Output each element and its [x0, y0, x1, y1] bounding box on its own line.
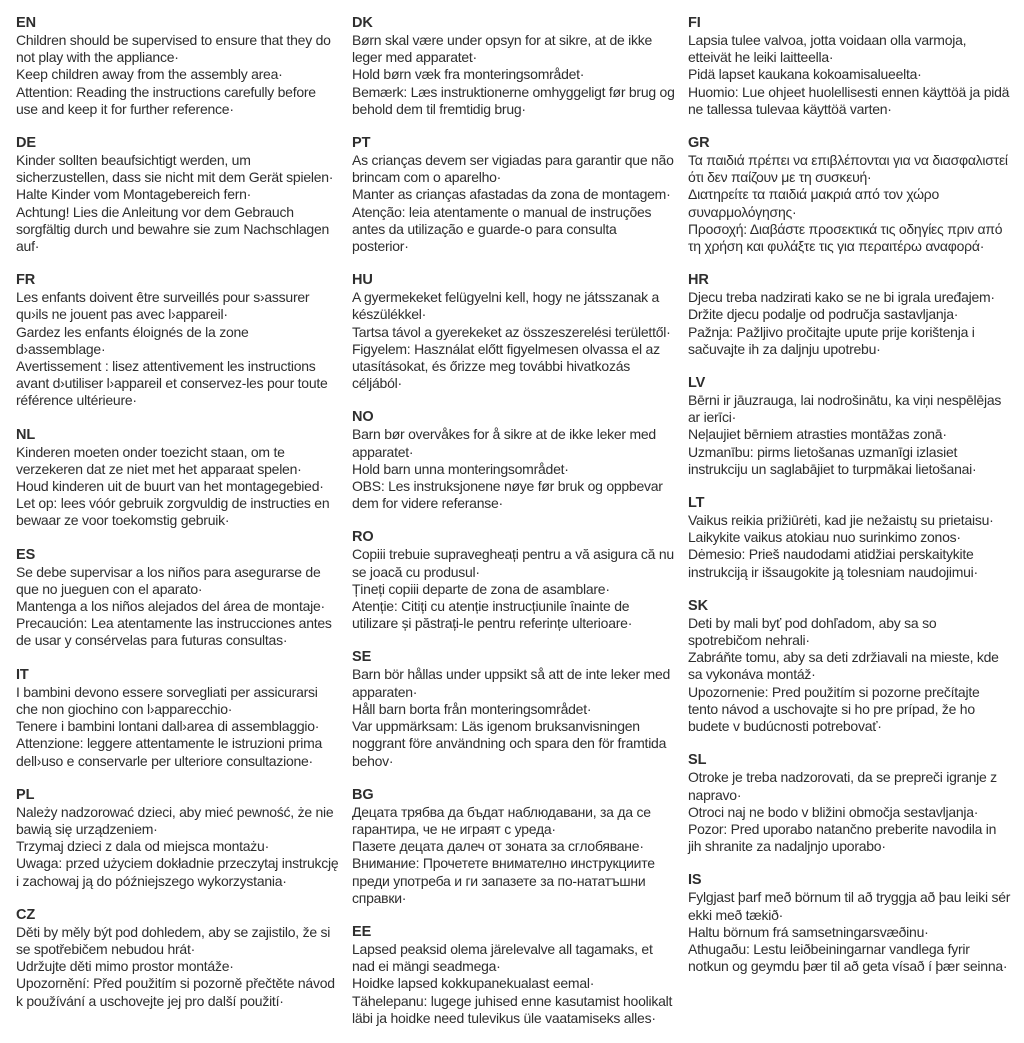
language-code-heading: RO — [352, 529, 374, 546]
instruction-sentence: A gyermekeket felügyelni kell, hogy ne játsszanak a készülékkel· — [352, 289, 660, 323]
instruction-sentence: Huomio: Lue ohjeet huolellisesti ennen käyttöä ja pidä ne tallessa tulevaa käyttöä varten· — [688, 83, 1010, 117]
language-code-heading: SL — [688, 752, 707, 769]
instruction-sentence: Προσοχή: Διαβάστε προσεκτικά τις οδηγίες πριν από τη χρήση και φυλάξτε τις για περαιτέρω αναφορά· — [688, 220, 1003, 255]
language-section — [352, 528, 676, 632]
language-section — [352, 134, 676, 255]
instruction-sentence: I bambini devono essere sorvegliati per assicurarsi che non giochino con l›apparecchio· — [16, 683, 318, 717]
language-section — [688, 597, 1012, 735]
language-section — [16, 786, 340, 890]
language-code-heading: SE — [352, 649, 372, 666]
instruction-sentence: Laikykite vaikus atokiau nuo surinkimo zonos· — [688, 529, 961, 546]
language-code-heading: GR — [688, 135, 710, 152]
language-section — [352, 408, 676, 512]
instruction-sentence: Athugaðu: Lestu leiðbeiningarnar vandlega fyrir notkun og geymdu þær til að geta vísað í þær seinna· — [688, 940, 1008, 975]
language-section — [688, 14, 1012, 118]
language-code-heading: EN — [16, 15, 36, 31]
instruction-sentence: Țineți copiii departe de zona de asamblare· — [352, 580, 610, 597]
instruction-sentence: Håll barn borta från monteringsområdet· — [352, 700, 592, 717]
language-section — [352, 271, 676, 392]
instruction-sentence: Attenzione: leggere attentamente le istruzioni prima dell›uso e conservarle per ulteriore consultazione· — [16, 735, 323, 769]
language-code-heading: PT — [352, 135, 371, 152]
language-code-heading: EE — [352, 923, 372, 940]
instruction-sentence: Пазете децата далеч от зоната за сглобяване· — [352, 838, 644, 855]
instruction-sentence: Se debe supervisar a los niños para asegurarse de que no jueguen con el aparato· — [16, 563, 321, 597]
instruction-sentence: Copiii trebuie supravegheați pentru a vă asigura că nu se joacă cu produsul· — [352, 546, 674, 580]
language-section — [16, 271, 340, 409]
instruction-sentence: Należy nadzorować dzieci, aby mieć pewność, że nie bawią się urządzeniem· — [16, 803, 334, 837]
language-section — [352, 786, 676, 907]
language-code-heading: NL — [16, 426, 36, 443]
language-code-heading: BG — [352, 786, 374, 803]
instruction-sentence: Avertissement : lisez attentivement les instructions avant d›utiliser l›appareil et conservez-les pour toute référence ultérieure· — [16, 358, 328, 409]
instruction-sentence: Atenção: leia atentamente o manual de instruções antes da utilização e guarde-o para consulta posterior· — [352, 203, 652, 255]
instruction-sentence: Pažnja: Pažljivo pročitajte upute prije korištenja i sačuvajte ih za daljnju upotrebu· — [688, 323, 975, 357]
document-column — [16, 14, 340, 1043]
instruction-sentence: Uwaga: przed użyciem dokładnie przeczytaj instrukcję i zachowaj ją do późniejszego wykorzystania· — [16, 855, 339, 889]
instruction-sentence: Διατηρείτε τα παιδιά μακριά από τον χώρο συναρμολόγησης· — [688, 186, 940, 220]
instruction-sentence: Haltu börnum frá samsetningarsvæðinu· — [688, 923, 929, 940]
language-code-heading: DE — [16, 135, 36, 152]
document-column — [352, 14, 676, 1043]
instruction-sentence: Uzmanību: pirms lietošanas uzmanīgi izlasiet instrukciju un saglabājiet to turpmākai lietošanai· — [688, 443, 977, 477]
language-code-heading: SK — [688, 597, 708, 614]
instruction-sentence: Děti by měly být pod dohledem, aby se zajistilo, že si se spotřebičem nebudou hrát· — [16, 923, 331, 957]
instruction-sentence: Децата трябва да бъдат наблюдавани, за да се гарантира, че не играят с уреда· — [352, 803, 651, 837]
instruction-sentence: Achtung! Lies die Anleitung vor dem Gebrauch sorgfältig durch und bewahre sie zum Nachschlagen auf· — [16, 203, 330, 255]
language-section — [16, 546, 340, 650]
language-code-heading: HU — [352, 272, 373, 289]
instruction-sentence: Les enfants doivent être surveillés pour s›assurer qu›ils ne jouent pas avec l›appareil· — [16, 289, 310, 323]
instruction-sentence: Hold børn væk fra monteringsområdet· — [352, 66, 585, 83]
language-code-heading: LT — [688, 495, 705, 512]
instruction-sentence: Fylgjast þarf með börnum til að tryggja að þau leiki sér ekki með tækið· — [688, 889, 1011, 923]
language-code-heading: DK — [352, 15, 373, 31]
language-code-heading: PL — [16, 786, 35, 803]
instruction-sentence: Τα παιδιά πρέπει να επιβλέπονται για να διασφαλιστεί ότι δεν παίζουν με τη συσκευή· — [688, 152, 1008, 186]
document-column — [688, 14, 1012, 1043]
language-section — [352, 648, 676, 769]
language-section — [688, 134, 1012, 255]
instruction-sentence: Lapsed peaksid olema järelevalve all tagamaks, et nad ei mängi seadmega· — [352, 940, 653, 975]
instruction-sentence: Внимание: Прочетете внимателно инструкциите преди употреба и ги запазете за по-нататъшни справки· — [352, 855, 655, 906]
instruction-sentence: Keep children away from the assembly area· — [16, 66, 283, 83]
instruction-sentence: Upozornění: Před použitím si pozorně přečtěte návod k používání a uschovejte jej pro další použití· — [16, 975, 335, 1009]
instruction-sentence: Børn skal være under opsyn for at sikre, at de ikke leger med apparatet· — [352, 32, 653, 66]
language-section — [16, 666, 340, 770]
language-columns — [16, 14, 1010, 1043]
instruction-sentence: Otroci naj ne bodo v bližini območja sestavljanja· — [688, 803, 979, 820]
instruction-sentence: Upozornenie: Pred použitím si pozorne prečítajte tento návod a uschovajte si ho pre prípad, že ho budete v budúcnosti potrebovať· — [688, 683, 980, 735]
language-section — [16, 14, 340, 118]
language-section — [688, 494, 1012, 581]
language-section — [688, 271, 1012, 358]
instruction-sentence: Gardez les enfants éloignés de la zone d›assemblage· — [16, 323, 249, 357]
language-section — [688, 751, 1012, 855]
instruction-sentence: Hoidke lapsed kokkupanekualast eemal· — [352, 975, 595, 992]
instruction-sentence: Trzymaj dzieci z dala od miejsca montażu· — [16, 838, 269, 855]
instruction-sentence: Kinder sollten beaufsichtigt werden, um sicherzustellen, dass sie nicht mit dem Gerät spielen· — [16, 152, 334, 186]
language-code-heading: IS — [688, 872, 702, 889]
instruction-sentence: Bemærk: Læs instruktionerne omhyggeligt før brug og behold dem til fremtidig brug· — [352, 83, 675, 117]
instruction-sentence: Držite djecu podalje od područja sastavljanja· — [688, 306, 959, 323]
instruction-sentence: Lapsia tulee valvoa, jotta voidaan olla varmoja, etteivät he leiki laitteella· — [688, 32, 967, 66]
language-section — [16, 906, 340, 1010]
instruction-sentence: Dėmesio: Prieš naudodami atidžiai perskaitykite instrukciją ir išsaugokite ją tolesniam naudojimui· — [688, 546, 978, 580]
instruction-sentence: OBS: Les instruksjonene nøye før bruk og oppbevar dem for videre referanse· — [352, 478, 663, 512]
language-code-heading: FR — [16, 272, 36, 289]
instruction-sentence: Bērni ir jāuzrauga, lai nodrošinātu, ka viņi nespēlējas ar ierīci· — [688, 392, 1002, 426]
language-code-heading: IT — [16, 666, 29, 683]
instruction-sentence: Tartsa távol a gyerekeket az összeszerelési területtől· — [352, 323, 671, 340]
instruction-sentence: Neļaujiet bērniem atrasties montāžas zonā· — [688, 426, 947, 443]
instruction-sentence: Precaución: Lea atentamente las instrucciones antes de usar y consérvelas para futuras consultas· — [16, 615, 332, 649]
language-section — [688, 871, 1012, 975]
instruction-sentence: Figyelem: Használat előtt figyelmesen olvassa el az utasításokat, és őrizze meg további hivatkozás céljából· — [352, 340, 660, 392]
instruction-sentence: Kinderen moeten onder toezicht staan, om te verzekeren dat ze niet met het apparaat spelen· — [16, 443, 302, 477]
instruction-sentence: Attention: Reading the instructions carefully before use and keep it for further reference· — [16, 83, 316, 117]
instruction-sentence: Zabráňte tomu, aby sa deti zdržiavali na mieste, kde sa vykonáva montáž· — [688, 649, 999, 683]
instruction-sentence: As crianças devem ser vigiadas para garantir que não brincam com o aparelho· — [352, 152, 674, 186]
language-code-heading: HR — [688, 272, 709, 289]
instruction-sentence: Tähelepanu: lugege juhised enne kasutamist hoolikalt läbi ja hoidke need tulevikus üle vaatamiseks alles· — [352, 992, 673, 1026]
instruction-sentence: Halte Kinder vom Montagebereich fern· — [16, 186, 252, 203]
instruction-sentence: Udržujte děti mimo prostor montáže· — [16, 958, 234, 975]
instruction-sentence: Otroke je treba nadzorovati, da se prepreči igranje z napravo· — [688, 769, 997, 803]
language-code-heading: ES — [16, 546, 36, 563]
language-section — [352, 923, 676, 1027]
instruction-sentence: Atenție: Citiți cu atenție instrucțiunile înainte de utilizare și păstrați-le pentru referințe ulterioare· — [352, 598, 633, 632]
language-section — [16, 134, 340, 255]
instruction-sentence: Pidä lapset kaukana kokoamisalueelta· — [688, 66, 922, 83]
instruction-sentence: Let op: lees vóór gebruik zorgvuldig de instructies en bewaar ze voor toekomstig gebruik· — [16, 495, 330, 529]
instruction-sentence: Deti by mali byť pod dohľadom, aby sa so spotrebičom nehrali· — [688, 614, 937, 649]
instruction-sentence: Hold barn unna monteringsområdet· — [352, 460, 569, 477]
instruction-sentence: Tenere i bambini lontani dall›area di assemblaggio· — [16, 718, 320, 735]
instruction-sentence: Children should be supervised to ensure that they do not play with the appliance· — [16, 32, 331, 66]
instruction-sentence: Djecu treba nadzirati kako se ne bi igrala uređajem· — [688, 289, 995, 306]
language-code-heading: NO — [352, 409, 374, 426]
instruction-sentence: Houd kinderen uit de buurt van het montagegebied· — [16, 478, 324, 495]
language-section — [16, 426, 340, 530]
instruction-sentence: Barn bør overvåkes for å sikre at de ikke leker med apparatet· — [352, 426, 656, 460]
instruction-sentence: Vaikus reikia prižiūrėti, kad jie nežaistų su prietaisu· — [688, 512, 994, 529]
language-section — [352, 14, 676, 118]
instruction-sentence: Manter as crianças afastadas da zona de montagem· — [352, 186, 671, 203]
instruction-sentence: Barn bör hållas under uppsikt så att de inte leker med apparaten· — [352, 666, 671, 700]
instruction-sentence: Mantenga a los niños alejados del área de montaje· — [16, 598, 325, 615]
instruction-sentence: Var uppmärksam: Läs igenom bruksanvisningen noggrant före användning och spara den för framtida behov· — [352, 718, 667, 769]
language-section — [688, 374, 1012, 478]
language-code-heading: FI — [688, 15, 701, 31]
language-code-heading: LV — [688, 375, 706, 392]
language-code-heading: CZ — [16, 906, 36, 923]
instruction-sentence: Pozor: Pred uporabo natančno preberite navodila in jih shranite za nadaljnjo uporabo· — [688, 820, 997, 855]
